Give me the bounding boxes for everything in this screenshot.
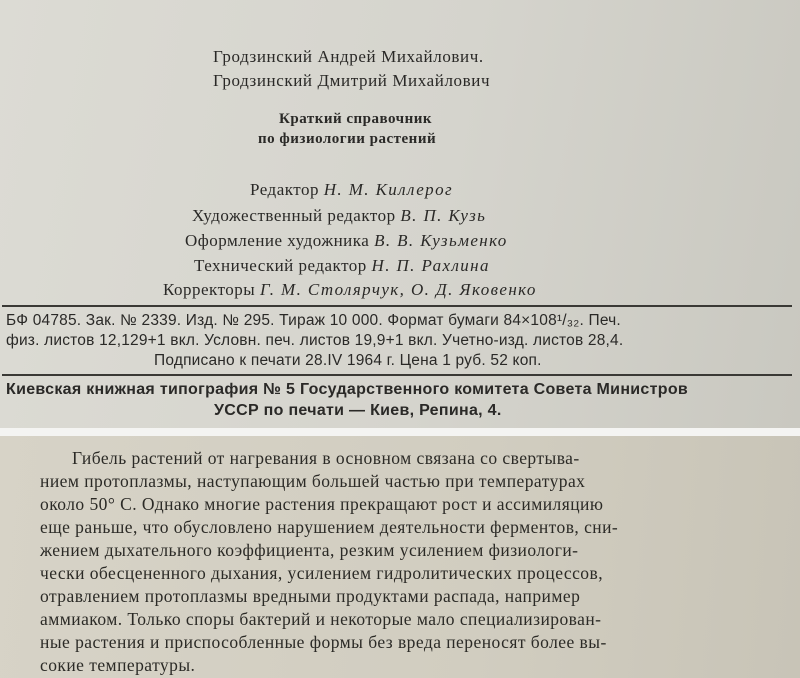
- top-divider-rule: [2, 305, 792, 307]
- book-title-line-2: по физиологии растений: [258, 131, 437, 147]
- paragraph-line-10: сокие температуры.: [40, 655, 196, 675]
- paragraph-line-4: еще раньше, что обусловлено нарушением деятельности ферментов, сни-: [40, 517, 619, 537]
- printer-line-2: УССР по печати — Киев, Репина, 4.: [214, 402, 502, 419]
- credit-role: Художественный редактор: [192, 206, 396, 225]
- credit-name: В. П. Кузь: [400, 206, 487, 225]
- credit-art-editor: [192, 206, 486, 226]
- credit-role: Технический редактор: [194, 256, 367, 275]
- text-page-photo: [0, 436, 800, 678]
- credit-tech-editor: [194, 256, 490, 276]
- paragraph-line-3: около 50° С. Однако многие растения прекращают рост и ассимиляцию: [40, 494, 604, 514]
- bottom-divider-rule: [2, 374, 792, 376]
- credit-role: Оформление художника: [185, 231, 370, 250]
- paragraph-line-2: нием протоплазмы, наступающим большей частью при температурах: [40, 471, 586, 491]
- printer-line-1: Киевская книжная типография № 5 Государственного комитета Совета Министров: [6, 381, 689, 398]
- book-title-line-1: Краткий справочник: [279, 111, 433, 127]
- paragraph-line-9: ные растения и приспособленные формы без вреда переносят более вы-: [40, 632, 607, 652]
- credit-role: Корректоры: [163, 280, 256, 299]
- paragraph-line-7: отравлением протоплазмы вредными продуктами распада, например: [40, 586, 581, 606]
- author-line-2: Гродзинский Дмитрий Михайлович: [213, 71, 491, 90]
- paragraph-line-8: аммиаком. Только споры бактерий и некоторые мало специализирован-: [40, 609, 602, 629]
- paragraph-line-5: жением дыхательного коэффициента, резким усилением физиологи-: [40, 540, 579, 560]
- publication-line-1: БФ 04785. Зак. № 2339. Изд. № 295. Тираж 10 000. Формат бумаги 84×108¹/₃₂. Печ.: [6, 312, 621, 329]
- credit-role: Редактор: [250, 180, 319, 199]
- credit-name: Н. П. Рахлина: [371, 256, 490, 275]
- collage-separator: [0, 428, 800, 436]
- credit-name: Г. М. Столярчук, О. Д. Яковенко: [259, 280, 537, 299]
- credit-design: [185, 231, 508, 251]
- publication-line-2: физ. листов 12,129+1 вкл. Условн. печ. листов 19,9+1 вкл. Учетно-изд. листов 28,4.: [6, 332, 624, 349]
- publication-line-3: Подписано к печати 28.IV 1964 г. Цена 1 руб. 52 коп.: [154, 352, 542, 369]
- credit-name: Н. М. Киллерог: [323, 180, 454, 199]
- credit-name: В. В. Кузьменко: [374, 231, 508, 250]
- paragraph-line-1: Гибель растений от нагревания в основном связана со свертыва-: [72, 448, 580, 468]
- credit-editor: [250, 180, 453, 200]
- credit-proofreaders: [163, 280, 537, 300]
- author-line-1: Гродзинский Андрей Михайлович.: [213, 47, 484, 66]
- paragraph-line-6: чески обесцененного дыхания, усилением гидролитических процессов,: [40, 563, 604, 583]
